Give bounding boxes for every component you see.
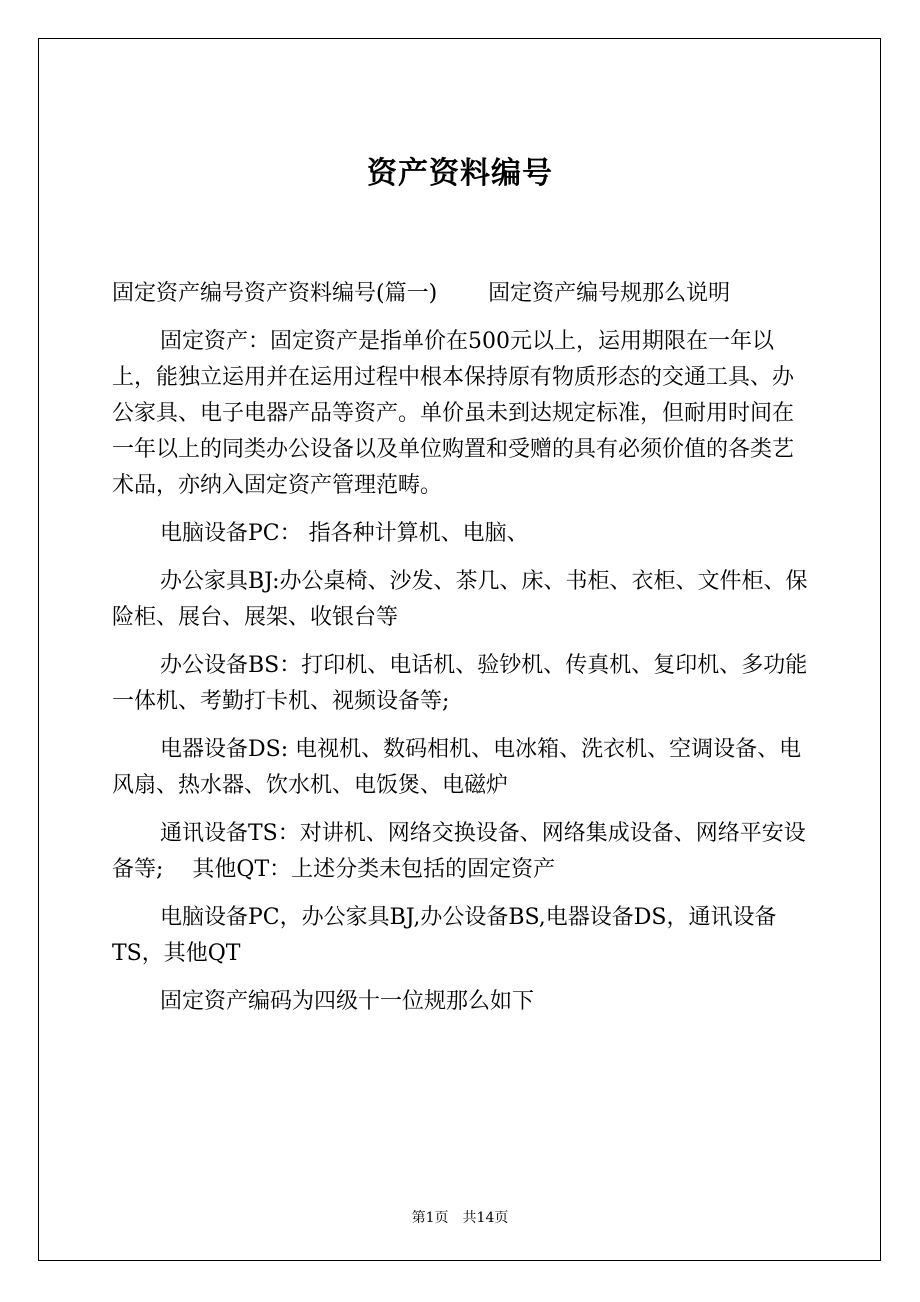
document-body [112, 276, 812, 1032]
paragraph-category-ds: 电器设备DS: 电视机、数码相机、电冰箱、洗衣机、空调设备、电风扇、热水器、饮水机、电饭煲、电磁炉 [112, 737, 802, 798]
paragraph-definition: 固定资产：固定资产是指单价在500元以上，运用期限在一年以上，能独立运用并在运用过程中根本保持原有物质形态的交通工具、办公家具、电子电器产品等资产。单价虽未到达规定标准，但耐用时间在一年以上的同类办公设备以及单位购置和受赠的具有必须价值的各类艺术品，亦纳入固定资产管理范畴。 [112, 329, 795, 498]
paragraph-category-ts-qt: 通讯设备TS：对讲机、网络交换设备、网络集成设备、网络平安设备等; 其他QT：上述分类未包括的固定资产 [112, 821, 806, 882]
paragraph-category-bs: 办公设备BS：打印机、电话机、验钞机、传真机、复印机、多功能一体机、考勤打卡机、视频设备等; [112, 653, 808, 714]
document-title: 资产资料编号 [367, 156, 553, 191]
paragraph-category-pc: 电脑设备PC： 指各种计算机、电脑、 [160, 521, 529, 546]
paragraph-category-bj: 办公家具BJ:办公桌椅、沙发、茶几、床、书柜、衣柜、文件柜、保险柜、展台、展架、收银台等 [112, 569, 808, 630]
page-number: 第1页 共14页 [411, 1210, 509, 1226]
paragraph-category-summary: 电脑设备PC，办公家具BJ,办公设备BS,电器设备DS，通讯设备TS，其他QT [112, 905, 777, 966]
paragraph-intro: 固定资产编号资产资料编号(篇一) 固定资产编号规那么说明 [112, 281, 731, 306]
paragraph-coding-rule: 固定资产编码为四级十一位规那么如下 [160, 989, 535, 1014]
